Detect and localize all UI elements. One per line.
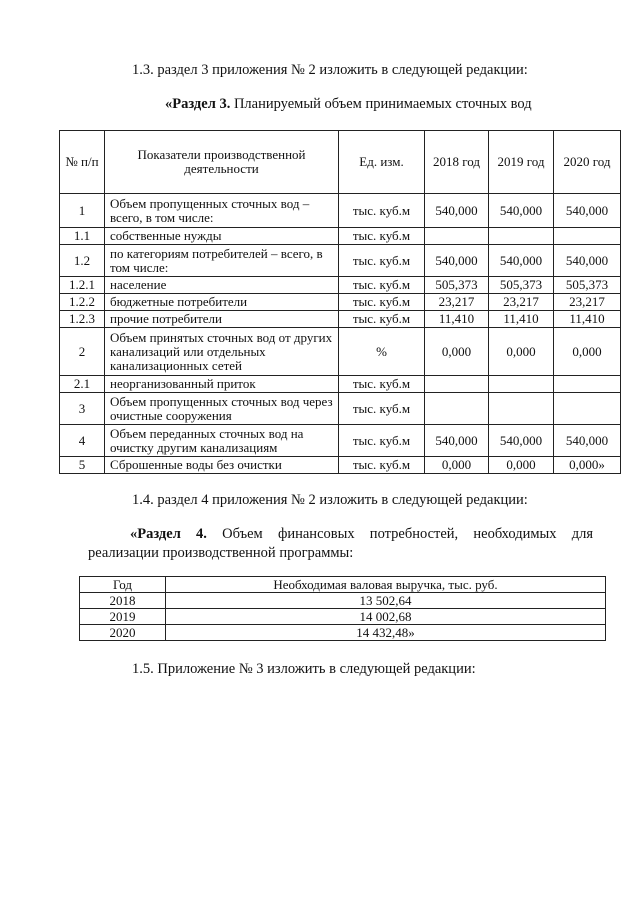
row-2020: 0,000	[554, 328, 621, 376]
row-unit: %	[339, 328, 425, 376]
table-row	[60, 245, 621, 277]
row-unit: тыс. куб.м	[339, 425, 425, 457]
row-2020: 540,000	[554, 194, 621, 228]
row-2018	[425, 228, 489, 245]
row-2020	[554, 228, 621, 245]
row-2020: 23,217	[554, 294, 621, 311]
row-2018: 505,373	[425, 277, 489, 294]
row-indicator: население	[105, 277, 339, 294]
row-2020: 0,000»	[554, 457, 621, 474]
paragraph-1-4: 1.4. раздел 4 приложения № 2 изложить в следующей редакции:	[132, 492, 528, 508]
col-header-2019: 2019 год	[489, 131, 554, 194]
row-unit: тыс. куб.м	[339, 294, 425, 311]
row-indicator: по категориям потребителей – всего, в том числе:	[105, 245, 339, 277]
table-row	[60, 277, 621, 294]
row-indicator: Объем принятых сточных вод от других канализаций или отдельных канализационных сетей	[105, 328, 339, 376]
row-2018	[425, 393, 489, 425]
row-2018: 540,000	[425, 245, 489, 277]
row-2018: 11,410	[425, 311, 489, 328]
paragraph-1-5: 1.5. Приложение № 3 изложить в следующей редакции:	[132, 661, 476, 677]
table-row	[80, 625, 606, 641]
row-2018: 540,000	[425, 425, 489, 457]
row-indicator: неорганизованный приток	[105, 376, 339, 393]
col-header-num: № п/п	[60, 131, 105, 194]
row-2019: 0,000	[489, 328, 554, 376]
row-2020	[554, 393, 621, 425]
row-2019	[489, 376, 554, 393]
row-unit: тыс. куб.м	[339, 194, 425, 228]
section-3-title	[165, 96, 532, 113]
row-2018	[425, 376, 489, 393]
row-revenue: 14 432,48»	[166, 625, 606, 641]
row-revenue: 13 502,64	[166, 593, 606, 609]
paragraph-1-3: 1.3. раздел 3 приложения № 2 изложить в следующей редакции:	[132, 62, 528, 78]
section-3-heading: Планируемый объем принимаемых сточных вод	[230, 96, 532, 112]
wastewater-volume-table	[59, 130, 621, 474]
row-2018: 0,000	[425, 457, 489, 474]
row-unit: тыс. куб.м	[339, 277, 425, 294]
table-row	[60, 376, 621, 393]
table-row	[60, 194, 621, 228]
row-num: 1.2.2	[60, 294, 105, 311]
table-row	[60, 328, 621, 376]
table-row	[60, 228, 621, 245]
row-2020	[554, 376, 621, 393]
section-4-title-continued: реализации производственной программы:	[88, 545, 354, 561]
row-2019: 23,217	[489, 294, 554, 311]
row-indicator: Объем пропущенных сточных вод – всего, в том числе:	[105, 194, 339, 228]
row-unit: тыс. куб.м	[339, 457, 425, 474]
table-row	[60, 393, 621, 425]
table-row	[60, 425, 621, 457]
row-revenue: 14 002,68	[166, 609, 606, 625]
row-2019: 0,000	[489, 457, 554, 474]
row-unit: тыс. куб.м	[339, 245, 425, 277]
row-2020: 11,410	[554, 311, 621, 328]
row-unit: тыс. куб.м	[339, 228, 425, 245]
row-indicator: Объем пропущенных сточных вод через очистные сооружения	[105, 393, 339, 425]
row-indicator: Сброшенные воды без очистки	[105, 457, 339, 474]
row-unit: тыс. куб.м	[339, 311, 425, 328]
row-year: 2020	[80, 625, 166, 641]
row-2019: 11,410	[489, 311, 554, 328]
row-num: 5	[60, 457, 105, 474]
row-indicator: Объем переданных сточных вод на очистку другим канализациям	[105, 425, 339, 457]
row-num: 1	[60, 194, 105, 228]
row-num: 4	[60, 425, 105, 457]
row-2020: 505,373	[554, 277, 621, 294]
row-indicator: собственные нужды	[105, 228, 339, 245]
row-2020: 540,000	[554, 425, 621, 457]
row-num: 1.1	[60, 228, 105, 245]
col-header-2018: 2018 год	[425, 131, 489, 194]
table-header-row	[80, 577, 606, 593]
row-num: 2.1	[60, 376, 105, 393]
revenue-table	[79, 576, 606, 641]
row-num: 1.2	[60, 245, 105, 277]
table-header-row	[60, 131, 621, 194]
table-row	[80, 609, 606, 625]
table-row	[60, 457, 621, 474]
row-num: 3	[60, 393, 105, 425]
table-row	[60, 311, 621, 328]
row-year: 2018	[80, 593, 166, 609]
row-2019: 540,000	[489, 245, 554, 277]
section-3-label: «Раздел 3.	[165, 96, 231, 112]
row-num: 1.2.3	[60, 311, 105, 328]
row-2019	[489, 228, 554, 245]
table-row	[80, 593, 606, 609]
row-unit: тыс. куб.м	[339, 376, 425, 393]
section-4-label: «Раздел 4.	[130, 526, 207, 542]
row-2019	[489, 393, 554, 425]
row-2020: 540,000	[554, 245, 621, 277]
row-indicator: прочие потребители	[105, 311, 339, 328]
row-2018: 23,217	[425, 294, 489, 311]
col-header-unit: Ед. изм.	[339, 131, 425, 194]
row-indicator: бюджетные потребители	[105, 294, 339, 311]
row-year: 2019	[80, 609, 166, 625]
col-header-revenue: Необходимая валовая выручка, тыс. руб.	[166, 577, 606, 593]
col-header-indicator: Показатели производственной деятельности	[105, 131, 339, 194]
col-header-2020: 2020 год	[554, 131, 621, 194]
section-4-title	[130, 526, 593, 543]
row-2018: 0,000	[425, 328, 489, 376]
row-2019: 540,000	[489, 425, 554, 457]
row-unit: тыс. куб.м	[339, 393, 425, 425]
table-row	[60, 294, 621, 311]
row-2019: 540,000	[489, 194, 554, 228]
row-2019: 505,373	[489, 277, 554, 294]
row-2018: 540,000	[425, 194, 489, 228]
row-num: 1.2.1	[60, 277, 105, 294]
col-header-year: Год	[80, 577, 166, 593]
section-4-heading: Объем финансовых потребностей, необходимых для	[206, 526, 593, 542]
row-num: 2	[60, 328, 105, 376]
